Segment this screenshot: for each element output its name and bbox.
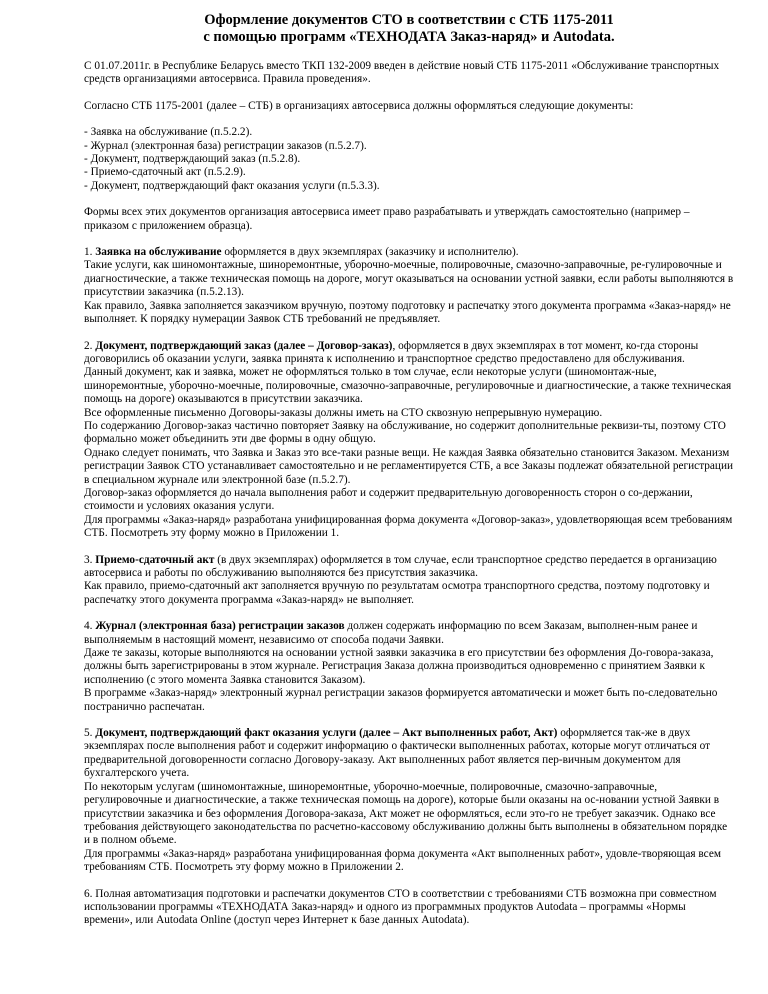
list-item: - Документ, подтверждающий заказ (п.5.2.8). [84,153,301,166]
section-paragraph: По некоторым услугам (шиномонтажные, шиноремонтные, уборочно-моечные, полировочные, смазочно-заправочные, регулировочные и диагностические, а также техническая помощь на дороге), которые были оказаны на ос-новании устной Заявки в присутствии заказчика и без оформления Договора-заказа, Акт может не оформляться, если это-го не требует заказчик. Однако все требования действующего законодательства по расчетно-кассовому обслуживанию должны быть выполнены в обязательном порядке и в полном объеме. [84,780,728,847]
title-line-2: с помощью программ «ТЕХНОДАТА Заказ-наряд» и Autodata. [203,29,615,45]
list-item: - Документ, подтверждающий факт оказания услуги (п.5.3.3). [84,179,380,192]
section-paragraph: Договор-заказ оформляется до начала выполнения работ и содержит предварительную договоренность сторон о со-держании, стоимости и условиях оказания услуги. [84,486,693,513]
section-title: Заявка на обслуживание [95,246,222,259]
intro-paragraph: Согласно СТБ 1175-2001 (далее – СТБ) в организациях автосервиса должны оформляться следующие документы: [84,99,634,112]
section-5 [84,727,734,874]
section-paragraph: Для программы «Заказ-наряд» разработана унифицированная форма документа «Договор-заказ», удовлетворяющая всем требованиям СТБ. Посмотреть эту форму можно в Приложении 1. [84,513,733,540]
section-paragraph: Все оформленные письменно Договоры-заказы должны иметь на СТО сквозную непрерывную нумерацию. [84,406,603,419]
section-heading [84,246,734,259]
section-paragraph: Однако следует понимать, что Заявка и Заказ это все-таки разные вещи. Не каждая Заявка обязательно становится Заказом. Механизм регистрации Заявок СТО устанавливает самостоятельно и не регламентируется СТБ, а все Заказы подлежат обязательной регистрации в специальном журнале или электронной базе (п.5.2.7). [84,446,734,486]
list-item: - Приемо-сдаточный акт (п.5.2.9). [84,166,246,179]
intro-paragraph: С 01.07.2011г. в Республике Беларусь вместо ТКП 132-2009 введен в действие новый СТБ 1175-2011 «Обслуживание транспортных средств организациями автосервиса. Правила проведения». [84,60,720,86]
section-paragraph: Для программы «Заказ-наряд» разработана унифицированная форма документа «Акт выполненных работ», удовле-творяющая всем требованиям СТБ. Посмотреть эту форму можно в Приложении 2. [84,847,721,874]
section-heading [84,727,734,781]
section-paragraph: Даже те заказы, которые выполняются на основании устной заявки заказчика в его присутствии без оформления До-говора-заказа, должны быть зарегистрированы в этом журнале. Регистрация Заказа должна производиться одновременно с принятием Заявки к исполнению (с этого момента Заявка становится Заказом). [84,647,714,686]
document-title [84,12,734,46]
section-paragraph: По содержанию Договор-заказ частично повторяет Заявку на обслуживание, но содержит дополнительные реквизи-ты, поэтому СТО формально может объединить эти две формы в одну общую. [84,419,726,446]
section-number: 5. [84,727,96,740]
section-title: Документ, подтверждающий факт оказания услуги (далее – Акт выполненных работ, Акт) [95,727,558,740]
section-1 [84,246,734,326]
section-lead: оформляется в двух экземплярах (заказчику и исполнителю). [221,246,519,259]
section-lead: , оформляется в двух экземплярах в тот момент, ко-гда стороны договорились об оказании услуги, заявка принята к исполнению и транспортное средство предоставлено для обслуживания. [84,339,699,365]
section-heading [84,620,734,647]
section-heading [84,340,734,367]
section-paragraph: Данный документ, как и заявка, может не оформляться только в том случае, если некоторые услуги (шиномонтаж-ные, шиноремонтные, уборочно-моечные, полировочные, смазочно-заправочные, регулировочные и диагностические, а также техническая помощь на дороге) оказываются в присутствии заказчика. [84,366,732,406]
section-heading [84,554,734,581]
section-number: 3. [84,553,96,566]
list-item: - Заявка на обслуживание (п.5.2.2). [84,126,253,139]
section-paragraph: Как правило, Заявка заполняется заказчиком вручную, поэтому подготовку и распечатку этого документа программа «Заказ-наряд» не выполняет. К порядку нумерации Заявок СТБ требований не предъявляет. [84,299,731,326]
section-title: Приемо-сдаточный акт [95,553,215,566]
section-3 [84,554,734,608]
forms-note: Формы всех этих документов организация автосервиса имеет право разрабатывать и утверждать самостоятельно (например – приказом с приложением образца). [84,206,690,232]
section-title: Журнал (электронная база) регистрации заказов [95,620,345,633]
section-number: 1. [84,246,96,259]
section-paragraph: В программе «Заказ-наряд» электронный журнал регистрации заказов формируется автоматически и может быть по-следовательно постранично распечатан. [84,687,718,713]
section-4 [84,620,734,714]
title-line-1: Оформление документов СТО в соответствии с СТБ 1175-2011 [204,12,614,28]
section-2 [84,340,734,541]
section-number: 4. [84,620,96,633]
document-list [84,126,734,193]
list-item: - Журнал (электронная база) регистрации заказов (п.5.2.7). [84,139,367,152]
final-paragraph: 6. Полная автоматизация подготовки и распечатки документов СТО в соответствии с требованиями СТБ возможна при совместном использовании программы «ТЕХНОДАТА Заказ-наряд» и одного из программных продуктов Autodata – программы «Нормы времени», или Autodata Online (доступ через Интернет к базе данных Autodata). [84,887,717,927]
section-lead: (в двух экземплярах) оформляется в том случае, если транспортное средство передается в организацию автосервиса и работы по обслуживанию выполняются без присутствия заказчика. [84,553,717,579]
section-paragraph: Как правило, приемо-сдаточный акт заполняется вручную по результатам осмотра транспортного средства, поэтому подготовку и распечатку этого документа программа «Заказ-наряд» не выполняет. [84,580,710,606]
section-paragraph: Такие услуги, как шиномонтажные, шиноремонтные, уборочно-моечные, полировочные, смазочно-заправочные, ре-гулировочные и диагностические, а также техническая помощь на дороге, могут оказываться на основании устной заявки, если работы выполняются в присутствии заказчика (п.5.2.13). [84,259,734,299]
section-lead: должен содержать информацию по всем Заказам, выполнен-ным ранее и выполняемым в настоящий момент, независимо от способа подачи Заявки. [84,620,698,646]
section-lead: оформляется так-же в двух экземплярах после выполнения работ и содержит информацию о фактически выполненных работах, которые могут отличаться от предварительной договоренности согласно Договору-заказу. Акт выполненных работ является пер-вичным документом для бухгалтерского учета. [84,727,711,780]
section-title: Документ, подтверждающий заказ (далее – Договор-заказ) [95,339,393,352]
section-number: 2. [84,339,96,352]
document-page [84,12,734,928]
